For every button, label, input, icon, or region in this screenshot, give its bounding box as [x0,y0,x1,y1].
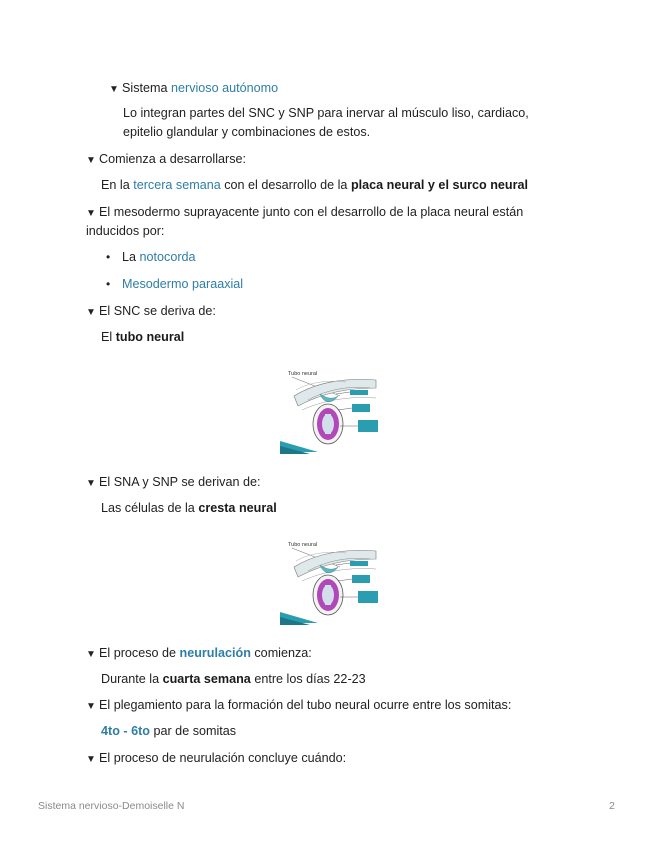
toggle-label: Comienza a desarrollarse: [99,152,246,166]
bold-text: cuarta semana [162,672,251,686]
toggle-comienza[interactable] [86,150,246,170]
text: con el desarrollo de la [220,178,351,192]
text: Durante la [101,672,163,686]
paragraph [101,670,366,688]
bullet-dot-icon: • [106,277,111,291]
paragraph [101,328,184,346]
toggle-triangle-icon[interactable]: ▼ [86,701,96,712]
paragraph [101,176,528,194]
paragraph [101,722,236,740]
toggle-neurulacion[interactable] [86,644,312,664]
text: par de somitas [149,724,237,738]
toggle-label: El mesodermo suprayacente junto con el desarrollo de la placa neural están [99,205,524,219]
bold-text: cresta neural [198,501,277,515]
link-neurulacion[interactable]: neurulación [179,646,251,660]
figure-title: Tubo neural [288,542,318,548]
text: entre los días 22-23 [250,672,366,686]
list-item [106,275,243,293]
toggle-triangle-icon[interactable]: ▼ [86,649,96,660]
toggle-triangle-icon[interactable]: ▼ [86,307,96,318]
neural-tube-figure-2 [280,537,384,625]
text: El proceso de [99,646,180,660]
neural-tube-figure [280,366,384,454]
toggle-mesodermo[interactable] [86,203,523,223]
bullet-dot-icon: • [106,250,111,264]
toggle-triangle-icon[interactable]: ▼ [109,84,119,95]
text: El [101,330,116,344]
toggle-triangle-icon[interactable]: ▼ [86,208,96,219]
toggle-label: El proceso de neurulación concluye cuándo: [99,751,347,765]
toggle-label: El plegamiento para la formación del tubo neural ocurre entre los somitas: [99,698,512,712]
toggle-label-cont: inducidos por: [86,224,165,238]
link-somitas[interactable]: 4to - 6to [101,724,150,738]
toggle-sna-snp[interactable] [86,473,260,493]
text: Las células de la [101,501,199,515]
toggle-snc[interactable] [86,302,216,322]
list-item [106,248,196,266]
text: En la [101,178,134,192]
toggle-autonomo[interactable] [109,79,278,99]
toggle-triangle-icon[interactable]: ▼ [86,155,96,166]
link-nervioso-autonomo[interactable]: nervioso autónomo [171,81,279,95]
figure-title: Tubo neural [288,371,318,377]
paragraph [101,499,277,517]
toggle-concluye[interactable] [86,749,346,769]
page-number: 2 [609,800,615,812]
paragraph: Lo integran partes del SNC y SNP para inervar al músculo liso, cardiaco, [123,106,529,120]
toggle-triangle-icon[interactable]: ▼ [86,478,96,489]
toggle-plegamiento[interactable] [86,696,511,716]
text: comienza: [250,646,312,660]
paragraph: epitelio glandular y combinaciones de estos. [123,125,371,139]
toggle-label: El SNC se deriva de: [99,304,216,318]
text: Sistema [122,81,171,95]
link-mesodermo-paraaxial[interactable]: Mesodermo paraaxial [122,277,244,291]
toggle-triangle-icon[interactable]: ▼ [86,754,96,765]
link-notocorda[interactable]: notocorda [139,250,196,264]
link-tercera-semana[interactable]: tercera semana [133,178,221,192]
bold-text: placa neural y el surco neural [350,178,529,192]
toggle-label: El SNA y SNP se derivan de: [99,475,261,489]
footer-title: Sistema nervioso-Demoiselle N [38,800,185,812]
bold-text: tubo neural [115,330,185,344]
text: La [122,250,140,264]
